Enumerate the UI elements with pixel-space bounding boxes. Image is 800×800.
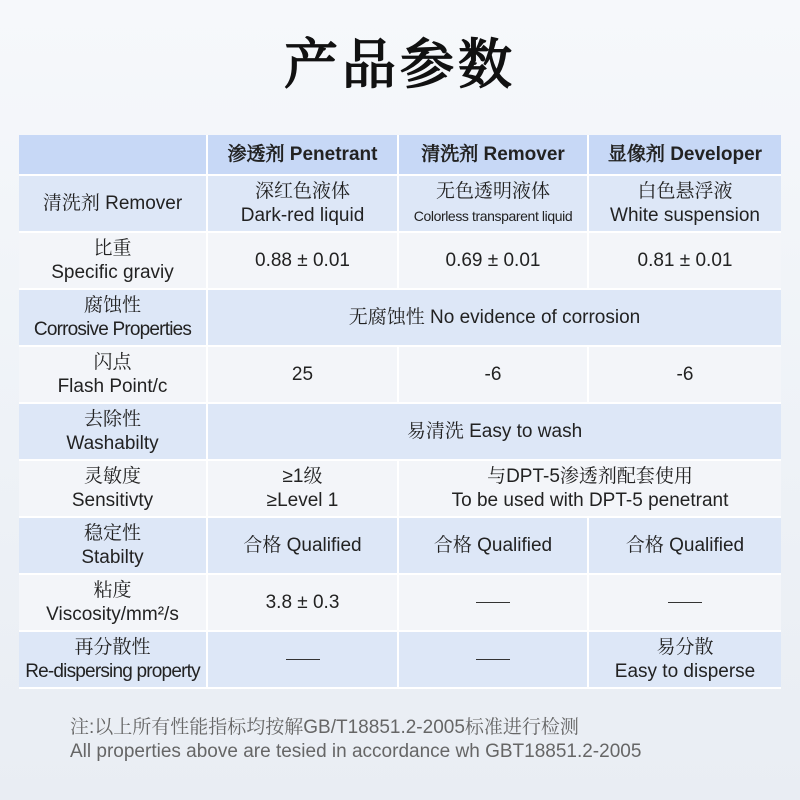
cell-developer: [589, 575, 781, 632]
table-row: [19, 461, 781, 518]
footnote-zh: 注:以上所有性能指标均按解GB/T18851.2-2005标准进行检测: [70, 717, 579, 738]
row-label-en: Flash Point/c: [57, 375, 168, 397]
cell-merged-zh: 与DPT-5渗透剂配套使用: [487, 465, 693, 487]
row-label-en: Corrosive Properties: [33, 318, 192, 340]
row-label: [19, 233, 208, 290]
cell-remover: 合格 Qualified: [399, 518, 589, 575]
dash-placeholder: [668, 602, 702, 603]
cell-penetrant-en: ≥Level 1: [266, 489, 339, 511]
cell-remover: [399, 176, 589, 233]
cell-developer-zh: 易分散: [656, 636, 714, 658]
parameters-table: [19, 135, 781, 689]
cell-developer-zh: 白色悬浮液: [637, 180, 733, 202]
cell-developer: [589, 176, 781, 233]
cell-developer: -6: [589, 347, 781, 404]
cell-merged: [399, 461, 781, 518]
row-label-zh: 再分散性: [74, 636, 151, 658]
cell-penetrant: 3.8 ± 0.3: [208, 575, 399, 632]
cell-remover: -6: [399, 347, 589, 404]
row-label-en: Viscosity/mm²/s: [46, 603, 179, 625]
cell-penetrant-zh: 深红色液体: [254, 180, 350, 202]
table-row: [19, 176, 781, 233]
row-label: [19, 518, 208, 575]
cell-penetrant: [208, 461, 399, 518]
cell-merged: 无腐蚀性 No evidence of corrosion: [208, 290, 781, 347]
table-row: [19, 233, 781, 290]
row-label-zh: 稳定性: [83, 522, 141, 544]
cell-penetrant-zh: ≥1级: [282, 465, 323, 487]
footnote: [70, 716, 641, 764]
cell-penetrant: 0.88 ± 0.01: [208, 233, 399, 290]
cell-penetrant: 合格 Qualified: [208, 518, 399, 575]
row-label: [19, 347, 208, 404]
cell-remover: [399, 632, 589, 689]
cell-remover-zh: 无色透明液体: [435, 180, 550, 202]
row-label-zh: 腐蚀性: [83, 294, 141, 316]
dash-placeholder: [476, 602, 510, 603]
row-label-zh: 闪点: [93, 351, 132, 373]
row-label: [19, 290, 208, 347]
cell-developer: 合格 Qualified: [589, 518, 781, 575]
row-label: [19, 575, 208, 632]
row-label-en: Specific graviy: [51, 261, 174, 283]
row-label: [19, 176, 208, 233]
header-developer: 显像剂 Developer: [589, 135, 781, 176]
row-label-zh: 比重: [93, 237, 132, 259]
cell-remover: 0.69 ± 0.01: [399, 233, 589, 290]
cell-merged: 易清洗 Easy to wash: [208, 404, 781, 461]
row-label-zh: 去除性: [83, 408, 141, 430]
cell-remover-en: Colorless transparent liquid: [413, 207, 573, 224]
table-header-row: [19, 135, 781, 176]
cell-penetrant-en: Dark-red liquid: [240, 204, 365, 226]
row-label-zh: 清洗剂 Remover: [42, 192, 183, 214]
dash-placeholder: [286, 659, 320, 660]
row-label-en: Re-dispersing property: [25, 660, 200, 682]
row-label-en: Stabilty: [81, 546, 144, 568]
dash-placeholder: [476, 659, 510, 660]
row-label: [19, 632, 208, 689]
row-label: [19, 461, 208, 518]
table-row: [19, 290, 781, 347]
footnote-en: All properties above are tesied in accordance wh GBT18851.2-2005: [70, 741, 642, 762]
cell-remover: [399, 575, 589, 632]
row-label-zh: 粘度: [93, 579, 132, 601]
page-title: 产品参数: [284, 33, 516, 96]
cell-penetrant: [208, 176, 399, 233]
table-row: [19, 518, 781, 575]
cell-penetrant: [208, 632, 399, 689]
table-row: [19, 632, 781, 689]
header-remover: 清洗剂 Remover: [399, 135, 589, 176]
row-label: [19, 404, 208, 461]
row-label-zh: 灵敏度: [83, 465, 141, 487]
header-blank: [19, 135, 208, 176]
cell-developer-en: Easy to disperse: [614, 660, 756, 682]
table-row: [19, 575, 781, 632]
header-penetrant: 渗透剂 Penetrant: [208, 135, 399, 176]
cell-merged-en: To be used with DPT-5 penetrant: [451, 489, 729, 511]
row-label-en: Sensitivty: [71, 489, 154, 511]
table-row: [19, 347, 781, 404]
cell-developer-en: White suspension: [610, 204, 760, 226]
row-label-en: Washabilty: [66, 432, 159, 454]
cell-developer: 0.81 ± 0.01: [589, 233, 781, 290]
cell-penetrant: 25: [208, 347, 399, 404]
cell-developer: [589, 632, 781, 689]
table-row: [19, 404, 781, 461]
